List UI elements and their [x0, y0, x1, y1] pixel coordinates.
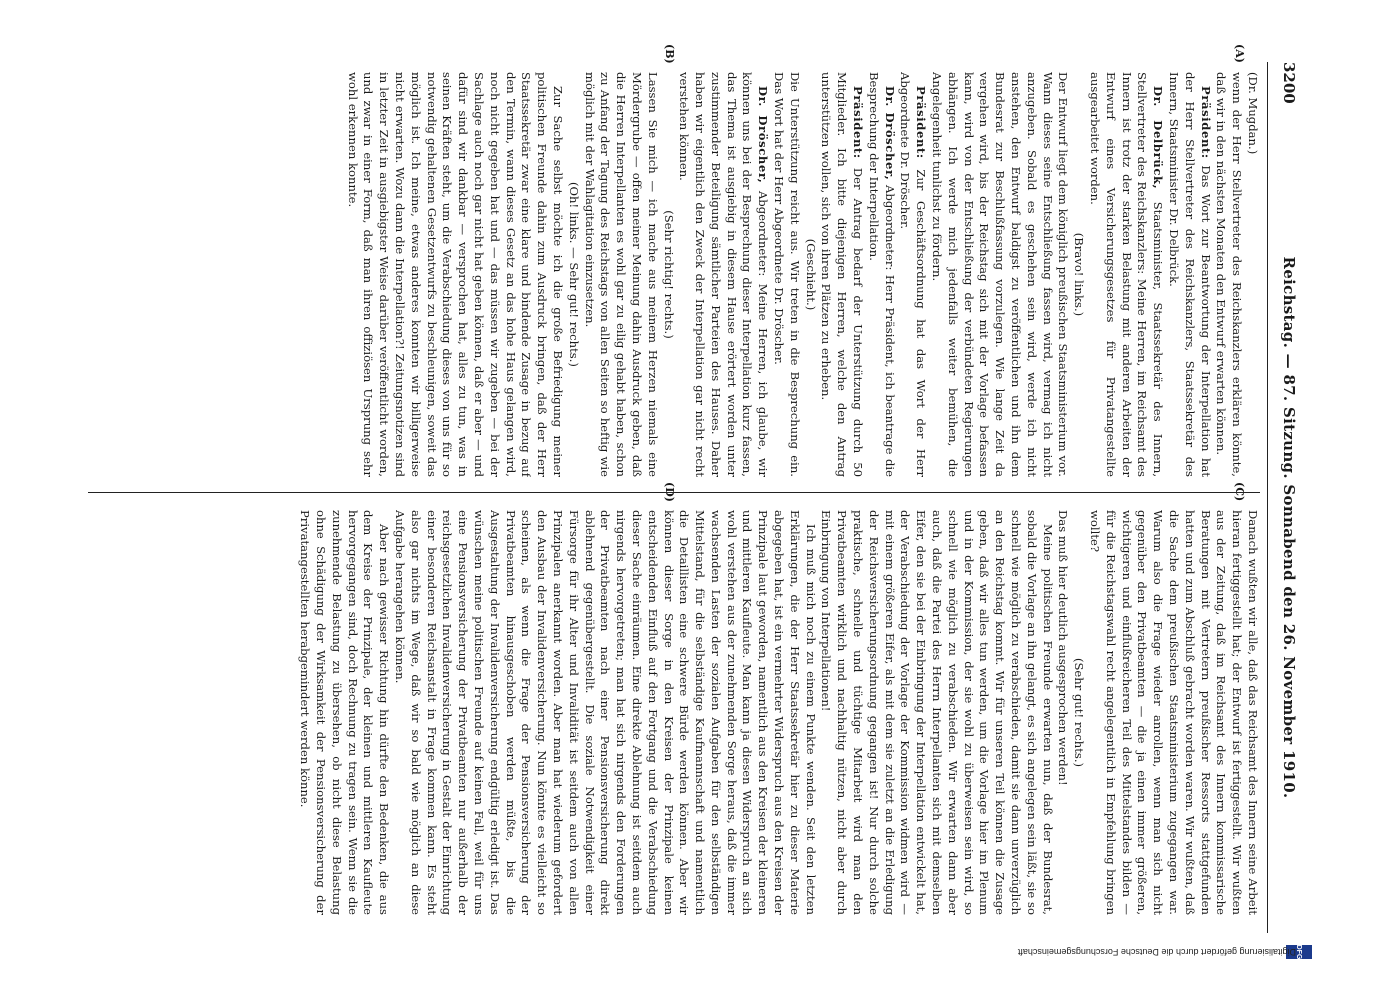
right-column [88, 510, 1260, 915]
paragraph-text: Zur Geschäftsordnung hat das Wort der Herr Abgeordnete Dr. Dröscher. [898, 72, 929, 477]
paragraph [565, 72, 581, 477]
page-number: 3200 [1280, 62, 1298, 104]
paragraph-text: Ich muß mich noch zu einem Punkte wenden. Seit den letzten Erklärungen, die der Herr Staatssekretär hier zu dieser Materie abgegeben hat, ist ein vermehrter Widerspruch aus den Kreisen der Prinzipale laut geworden, namentlich aus den Kreisen der kleineren und mittleren Kaufleute. Man kann ja diesen Widerspruch an sich wohl verstehen aus der zunehmenden Sorge heraus, daß die immer wachsenden Lasten der sozialen Aufgaben für den selbständigen Mittelstand, für die selbständige Kaufmannschaft und namentlich die Detaillisten eine schwere Bürde werden können. Aber wir können dieser Sorge in den Kreisen der Prinzipale keinen entscheidenden Einfluß auf den Fortgang und die Verabschiedung dieser Sache einräumen. Eine direkte Ablehnung ist seitdem auch nirgends hervorgetreten; man hat sich nirgends den Forderungen der Privatbeamten nach einer Pensionsversicherung direkt ablehnend gegenübergestellt. Die soziale Notwendigkeit einer Fürsorge für ihr Alter und Invalidität ist seitdem auch von allen Prinzipalen anerkannt worden. Aber man hat wiederum gefordert den Ausbau der Invalidenversicherung. Nun könnte es vielleicht so scheinen, als wenn die Frage der Pensionsversicherung der Privatbeamten hinausgeschoben werden müßte, bis die Ausgestaltung der Invalidenversicherung endgültig erledigt ist. Das wünschen meine politischen Freunde auf keinen Fall, weil für uns eine Pensionsversicherung der Privatbeamten nur außerhalb der reichsgesetzlichen Invalidenversicherung in Gestalt der Einrichtung einer besonderen Reichsanstalt in Frage kommen kann. Es steht also gar nichts im Wege, daß wir so bald wie möglich an diese Aufgabe herangehen können. [392, 510, 818, 915]
paragraph [1213, 72, 1245, 477]
paragraph [1070, 72, 1086, 477]
paragraph-text: Das Wort zur Beantwortung der Interpellation hat der Herr Stellvertreter des Reichskanzlers, Staatssekretär des Innern, Staatsminister Dr. Delbrück. [1167, 72, 1213, 477]
paragraph-text: (Geschieht.) [803, 238, 818, 311]
paragraph [1165, 72, 1212, 477]
paragraph [1244, 72, 1260, 477]
paragraph [928, 72, 1070, 477]
paragraph [660, 72, 676, 477]
column-divider [88, 492, 1260, 493]
speaker-name: Dr. Dröscher, [756, 86, 771, 184]
paragraph-text: (Dr. Mugdan.) [1246, 72, 1260, 155]
paragraph [1086, 72, 1165, 477]
speaker-name: Präsident: [851, 86, 866, 159]
speaker-name: Präsident: [914, 86, 929, 159]
paragraph-text: Meine politischen Freunde erwarten nun, daß der Bundesrat, sobald die Vorlage an ihn gelangt, es sich angelegen sein läßt, sie so schnell wie möglich zu verabschieden, damit sie dann unverzüglich an den Reichstag kommt. Wir für unseren Teil können die Zusage geben, daß wir alles tun werden, um die Vorlage hier im Plenum und in der Kommission, der sie wohl zu überweisen sein wird, so schnell wie möglich zu verabschieden. Wir erwarten dann aber auch, daß die Partei des Herrn Interpellanten sich mit demselben Eifer, den sie bei der Einbringung der Interpellation entwickelt hat, der Verabschiedung der Vorlage der Kommission widmen wird — mit einem größeren Eifer, als mit dem sie zuletzt an die Erledigung der Reichsversicherungsordnung gegangen ist! Nur durch solche praktische, schnelle und tüchtige Mitarbeit wird man den Privatbeamten wirklich und nachhaltig nützen, nicht aber durch Einbringung von Interpellationen! [819, 510, 1055, 915]
speaker-name: Präsident: [1198, 86, 1213, 159]
paragraph-text: wenn der Herr Stellvertreter des Reichskanzlers erklären könnte, daß wir in den nächsten Monaten den Entwurf erwarten können. [1214, 72, 1245, 477]
credit-text: Digitalisierung gefördert durch die Deutsche Forschungsgemeinschaft [1017, 947, 1296, 957]
margin-mark-c: (C) [1233, 482, 1246, 502]
paragraph-text: (Oh! links. — Sehr gut! rechts.) [566, 182, 581, 367]
speaker-name: Dr. Dröscher, [882, 86, 897, 181]
paragraph [391, 510, 818, 915]
paragraph [1070, 510, 1086, 915]
paragraph-text: Zur Sache selbst möchte ich die große Befriedigung meiner politischen Freunde dahin zum Ausdruck bringen, daß der Herr Staatssekretär zwar eine klare und bindende Zusage in bezug auf den Termin, wann dieses Gesetz an das hohe Haus gelangen wird, noch nicht gegeben hat und — das müssen wir zugeben — bei der Sachlage auch noch gar nicht hat geben können, daß er aber — und dafür sind wir dankbar — versprochen hat, alles zu tun, was in seinen Kräften steht, um die Verabschiedung dieses von uns für so notwendig gehaltenen Gesetzentwurfs zu beschleunigen, soweit das möglich ist. Ich meine, etwas anderes konnten wir billigerweise nicht erwarten. Wozu dann die Interpellation?! Zeitungsnotizen sind in letzter Zeit in ausgiebigster Weise darüber veröffentlicht worden, und zwar in einer Form, daß man ihren offiziösen Ursprung sehr wohl erkennen konnte. [345, 72, 565, 477]
paragraph-text: Das muß hier deutlich ausgesprochen werden! [1056, 510, 1071, 786]
paragraph [676, 72, 771, 477]
margin-mark-b: (B) [663, 44, 676, 64]
paragraph-text: Die Unterstützung reicht aus. Wir treten in die Besprechung ein. Das Wort hat der Herr Abgeordnete Dr. Dröscher. [772, 72, 802, 477]
paragraph-text: Aber nach gewisser Richtung hin dürfte den Bedenken, die aus dem Kreise der Prinzipale, der kleinen und mittleren Kaufleute hervorgegangen sind, doch Rechnung zu tragen sein. Wenn sie die zunehmende Belastung zu übersehen, ob nicht diese Belastung ohne Schädigung der Wirksamkeit der Pensionsversicherung der Privatangestellten herabgemindert werden könne. [298, 510, 392, 915]
paragraph-text: Staatsminister, Staatssekretär des Innern, Stellvertreter des Reichskanzlers: Meine Herren, im Reichsamt des Innern ist trotz der starken Belastung mit anderen Arbeiten der Entwurf eines Versicherungsgesetzes für Privatangestellte ausgearbeitet worden. [1088, 72, 1166, 477]
paragraph-text: Lassen Sie mich — ich mache aus meinem Herzen niemals eine Mördergrube — offen meiner Meinung dahin Ausdruck geben, daß die Herren Interpellanten es wohl gar zu eilig gehabt haben, schon zu Anfang der Tagung des Reichstags von allen Seiten so heftig wie möglich mit der Wahlagitation einzusetzen. [582, 72, 660, 477]
paragraph-text: (Sehr gut! rechts.) [1072, 657, 1087, 768]
paragraph [1086, 510, 1260, 915]
digitization-credit [662, 943, 1302, 959]
margin-mark-d: (D) [663, 482, 676, 502]
paragraph-text: (Sehr richtig! rechts.) [661, 210, 676, 339]
paragraph [296, 510, 391, 915]
dfg-logo: DFG [1286, 945, 1312, 959]
paragraph [802, 72, 818, 477]
paragraph [818, 72, 865, 477]
paragraph-text: Abgeordneter: Herr Präsident, ich beantrage die Besprechung der Interpellation. [866, 72, 897, 477]
paragraph [344, 72, 565, 477]
paragraph [581, 72, 660, 477]
header-rule [1267, 62, 1268, 933]
paragraph [770, 72, 802, 477]
left-column [88, 72, 1260, 477]
paragraph-text: (Bravo! links.) [1072, 232, 1087, 317]
paragraph-text: Abgeordneter: Meine Herren, ich glaube, wir können uns bei der Besprechung dieser Interpellation kurz fassen, das Thema ist ausgiebig in diesem Hause erörtert worden unter zustimmender Beteiligung sämtlicher Parteien des Hauses. Daher haben wir eigentlich den Zweck der Interpellation gar nicht recht verstehen können. [677, 72, 771, 477]
paragraph-text: Der Entwurf liegt dem königlich preußischen Staatsministerium vor. Wann dieses seine Entschließung fassen wird, vermag ich nicht anzugeben. Sobald es geschehen sein wird, werde ich nicht anstehen, den Entwurf baldigst zu veröffentlichen und ihn dem Bundesrat zur Beschlußfassung vorzulegen. Wie lange Zeit da vergehen wird, bis der Reichstag sich mit der Vorlage befassen kann, wird von der Entschließung der verbündeten Regierungen abhängen. Ich werde mich jedenfalls weiter bemühen, die Angelegenheit tunlichst zu fördern. [930, 72, 1071, 477]
running-title: Reichstag. — 87. Sitzung. Sonnabend den 26. November 1910. [1280, 256, 1298, 799]
speaker-name: Dr. Delbrück, [1151, 86, 1166, 190]
paragraph [818, 510, 1055, 915]
paragraph [1055, 510, 1071, 915]
paragraph [865, 72, 897, 477]
margin-mark-a: (A) [1233, 44, 1246, 63]
document-page [66, 30, 1316, 965]
paragraph [897, 72, 929, 477]
paragraph-text: Der Antrag bedarf der Unterstützung durch 50 Mitglieder. Ich bitte diejenigen Herren, welche den Antrag unterstützen wollen, sich von ihren Plätzen zu erheben. [819, 72, 866, 477]
page-header [1270, 62, 1298, 933]
paragraph-text: Danach wußten wir alle, daß das Reichsamt des Innern seine Arbeit hieran fertiggestellt hat; der Entwurf ist fertiggestellt. Wir wußten aus der Zeitung, daß im Reichsamt des Innern kommissarische Beratungen mit Vertretern preußischer Ressorts stattgefunden hatten und zum Abschluß gebracht worden waren. Wir wußten, daß die Sache dem preußischen Staatsministerium zugegangen war. Warum also die Frage wieder anrollen, wenn man sich nicht gegenüber den Privatbeamten — die ja einen immer größeren, wichtigeren und einflußreicheren Teil des Mittelstandes bilden — für die Reichstagswahl recht angelegentlich in Empfehlung bringen wollte? [1088, 510, 1260, 915]
